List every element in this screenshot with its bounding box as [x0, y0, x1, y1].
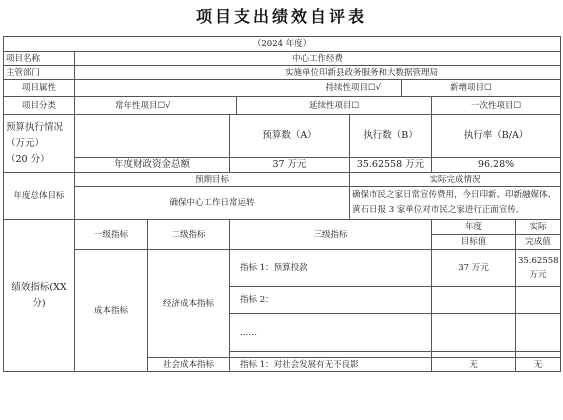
attr-continuing: 持续性项目☐√	[75, 80, 402, 97]
attr-new: 新增项目☐	[402, 80, 561, 97]
indicator-ellipsis: ……	[230, 314, 432, 352]
cost-indicator-label: 成本指标	[75, 250, 148, 372]
exec-column-header: 执行数（B）	[350, 115, 432, 158]
performance-indicator-label: 绩效指标(XX 分)	[4, 220, 75, 372]
self-evaluation-table	[3, 36, 561, 372]
level2-header: 二级指标	[148, 220, 230, 250]
dept-value: 实施单位印新县政务服务和大数据管理局	[75, 66, 561, 80]
category-label: 项目分类	[4, 97, 75, 115]
expected-goal: 确保中心工作日常运转	[75, 187, 350, 220]
attr-label: 项目属性	[4, 80, 75, 97]
year-cell: （2024 年度）	[4, 37, 561, 52]
indicator-2: 指标 2：	[230, 287, 432, 314]
page-title: 项目支出绩效自评表	[195, 7, 367, 26]
budget-value: 37 万元	[230, 158, 350, 173]
rate-column-header: 执行率（B/A）	[432, 115, 561, 158]
annual-goal-label: 年度总体目标	[4, 173, 75, 220]
economic-cost-label: 经济成本指标	[148, 250, 230, 358]
actual-header: 实际	[516, 220, 561, 235]
budget-execution-label: 预算执行情况（万元）	[6, 121, 64, 149]
indicator-1: 指标 1：预算投款	[230, 250, 432, 287]
target-value-header: 目标值	[432, 235, 516, 250]
indicator-1-actual: 35.62558 万元	[516, 250, 561, 287]
category-onetime: 一次性项目☐	[432, 97, 561, 115]
social-cost-label: 社会成本指标	[148, 358, 230, 372]
level3-header: 三级指标	[230, 220, 432, 250]
social-indicator-target: 无	[432, 358, 516, 372]
category-regular: 常年性项目☐√	[75, 97, 237, 115]
category-extended: 延续性项目☐	[237, 97, 432, 115]
project-name-label: 项目名称	[4, 52, 75, 66]
actual-goal-header: 实际完成情况	[350, 173, 561, 187]
rate-value: 96.28%	[432, 158, 561, 173]
year-header: 年度	[432, 220, 516, 235]
actual-value-header: 完成值	[516, 235, 561, 250]
indicator-1-target: 37 万元	[432, 250, 516, 287]
social-indicator-1: 指标 1：对社会发展有无不良影	[230, 358, 432, 372]
budget-column-header: 预算数（A）	[230, 115, 350, 158]
level1-header: 一级指标	[75, 220, 148, 250]
dept-label: 主管部门	[4, 66, 75, 80]
budget-score-label: （20 分）	[6, 153, 50, 165]
project-name-value: 中心工作经费	[75, 52, 561, 66]
fund-total-label: 年度财政资金总额	[75, 158, 230, 173]
exec-value: 35.62558 万元	[350, 158, 432, 173]
expected-goal-header: 预期目标	[75, 173, 350, 187]
actual-goal: 确保市民之家日常宣传费用，今日印新、印新融媒体、黄石日报 3 家单位对市民之家进行正面宣传。	[350, 187, 561, 220]
social-indicator-actual: 无	[516, 358, 561, 372]
